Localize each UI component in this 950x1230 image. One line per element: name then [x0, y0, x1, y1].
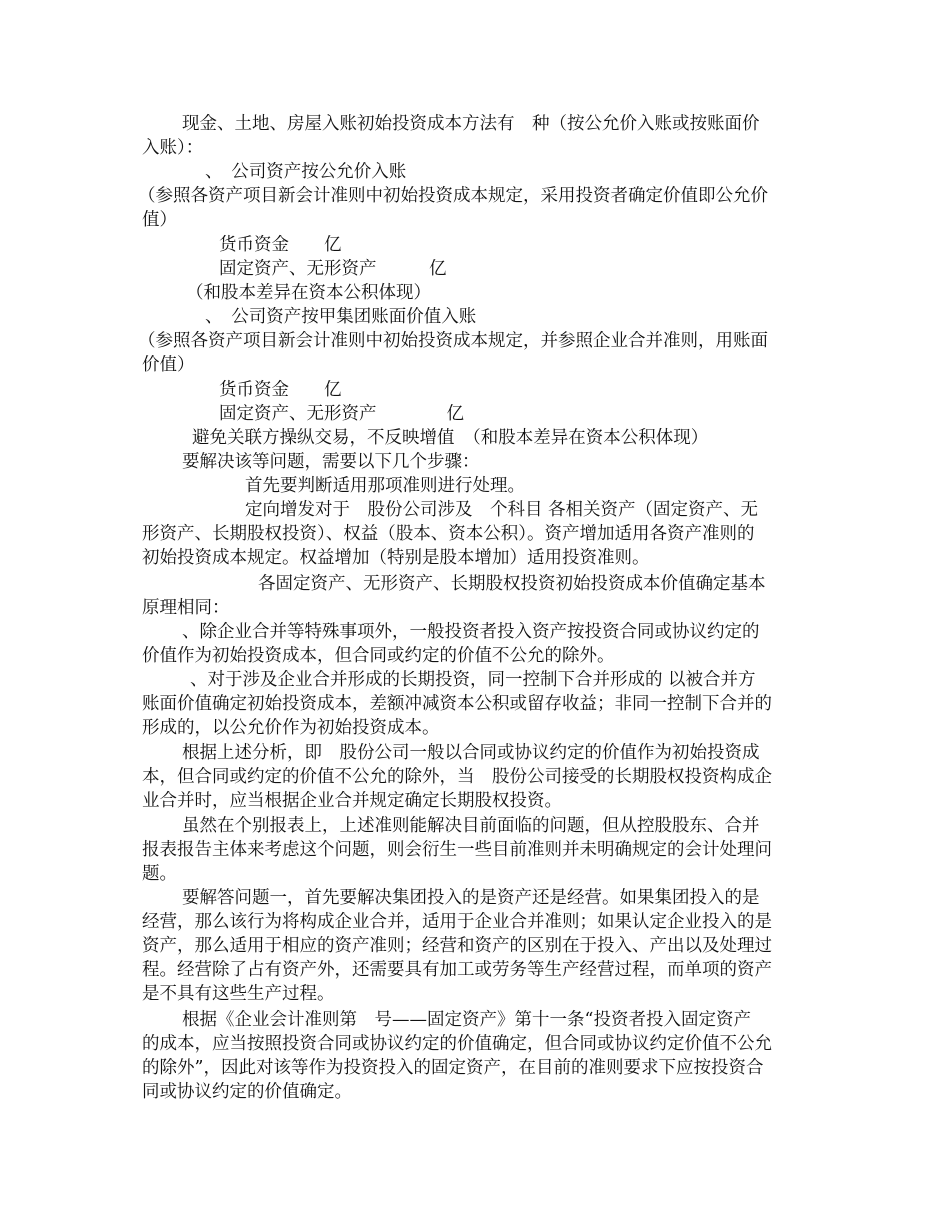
text-line: 各固定资产、无形资产、长期股权投资初始投资成本价值确定基本 — [258, 574, 766, 594]
text-line: 题。 — [142, 864, 177, 884]
text-line: 资产，那么适用于相应的资产准则；经营和资产的区别在于投入、产出以及处理过 — [142, 936, 772, 956]
text-line: 同或协议约定的价值确定。 — [142, 1082, 352, 1102]
text-line: 初始投资成本规定。权益增加（特别是股本增加）适用投资准则。 — [142, 548, 650, 568]
text-line: 形资产、长期股权投资）、权益（股本、资本公积）。资产增加适用各资产准则的 — [142, 524, 755, 544]
text-line: 入账）： — [142, 138, 204, 158]
text-line: 经营，那么该行为将构成企业合并，适用于企业合并准则；如果认定企业投入的是 — [142, 912, 772, 932]
text-line: 价值作为初始投资成本，但合同或约定的价值不公允的除外。 — [142, 646, 615, 666]
text-line: 的成本，应当按照投资合同或协议约定的价值确定，但合同或协议约定价值不公允 — [142, 1034, 772, 1054]
text-line: 报表报告主体来考虑这个问题，则会衍生一些目前准则并未明确规定的会计处理问 — [142, 840, 772, 860]
text-line: 要解答问题一，首先要解决集团投入的是资产还是经营。如果集团投入的是 — [182, 888, 760, 908]
text-line: 、 公司资产按甲集团账面价值入账 — [205, 307, 477, 327]
text-line: 的除外”，因此对该等作为投资投入的固定资产，在目前的准则要求下应按投资合 — [142, 1058, 764, 1078]
text-line: 形成的，以公允价作为初始投资成本。 — [142, 718, 440, 738]
text-line: 账面价值确定初始投资成本，差额冲减资本公积或留存收益；非同一控制下合并的 — [142, 694, 772, 714]
text-line: 定向增发对于 股份公司涉及 个科目 各相关资产（固定资产、无 — [245, 500, 759, 520]
text-line: 原理相同： — [142, 598, 230, 618]
text-line: 货币资金 亿 — [219, 235, 342, 255]
text-line: 固定资产、无形资产 亿 — [219, 404, 464, 424]
text-line: 值） — [142, 210, 177, 230]
text-line: （和股本差异在资本公积体现） — [186, 283, 431, 303]
text-line: 程。经营除了占有资产外，还需要具有加工或劳务等生产经营过程，而单项的资产 — [142, 960, 772, 980]
text-line: 本，但合同或约定的价值不公允的除外，当 股份公司接受的长期股权投资构成企 — [142, 767, 772, 787]
text-line: 货币资金 亿 — [219, 380, 342, 400]
text-line: 、对于涉及企业合并形成的长期投资，同一控制下合并形成的 以被合并方 — [190, 670, 756, 690]
text-line: 根据《企业会计准则第 号——固定资产》第十一条“投资者投入固定资产 — [182, 1010, 751, 1030]
text-line: 固定资产、无形资产 亿 — [219, 259, 447, 279]
text-line: 现金、土地、房屋入账初始投资成本方法有 种（按公允价入账或按账面价 — [182, 114, 760, 134]
text-line: 根据上述分析，即 股份公司一般以合同或协议约定的价值作为初始投资成 — [182, 743, 760, 763]
text-line: 、 公司资产按公允价入账 — [205, 162, 407, 182]
text-line: 避免关联方操纵交易，不反映增值 （和股本差异在资本公积体现） — [192, 428, 709, 448]
text-line: 虽然在个别报表上，上述准则能解决目前面临的问题，但从控股股东、合并 — [182, 816, 760, 836]
text-line: 首先要判断适用那项准则进行处理。 — [245, 476, 525, 496]
text-line: （参照各资产项目新会计准则中初始投资成本规定，采用投资者确定价值即公允价 — [138, 186, 768, 206]
text-line: 、除企业合并等特殊事项外，一般投资者投入资产按投资合同或协议约定的 — [182, 622, 760, 642]
text-line: 价值） — [142, 355, 195, 375]
text-line: 是不具有这些生产过程。 — [142, 984, 335, 1004]
text-line: 要解决该等问题，需要以下几个步骤： — [182, 452, 480, 472]
text-line: （参照各资产项目新会计准则中初始投资成本规定，并参照企业合并准则，用账面 — [138, 331, 768, 351]
text-line: 业合并时，应当根据企业合并规定确定长期股权投资。 — [142, 791, 562, 811]
